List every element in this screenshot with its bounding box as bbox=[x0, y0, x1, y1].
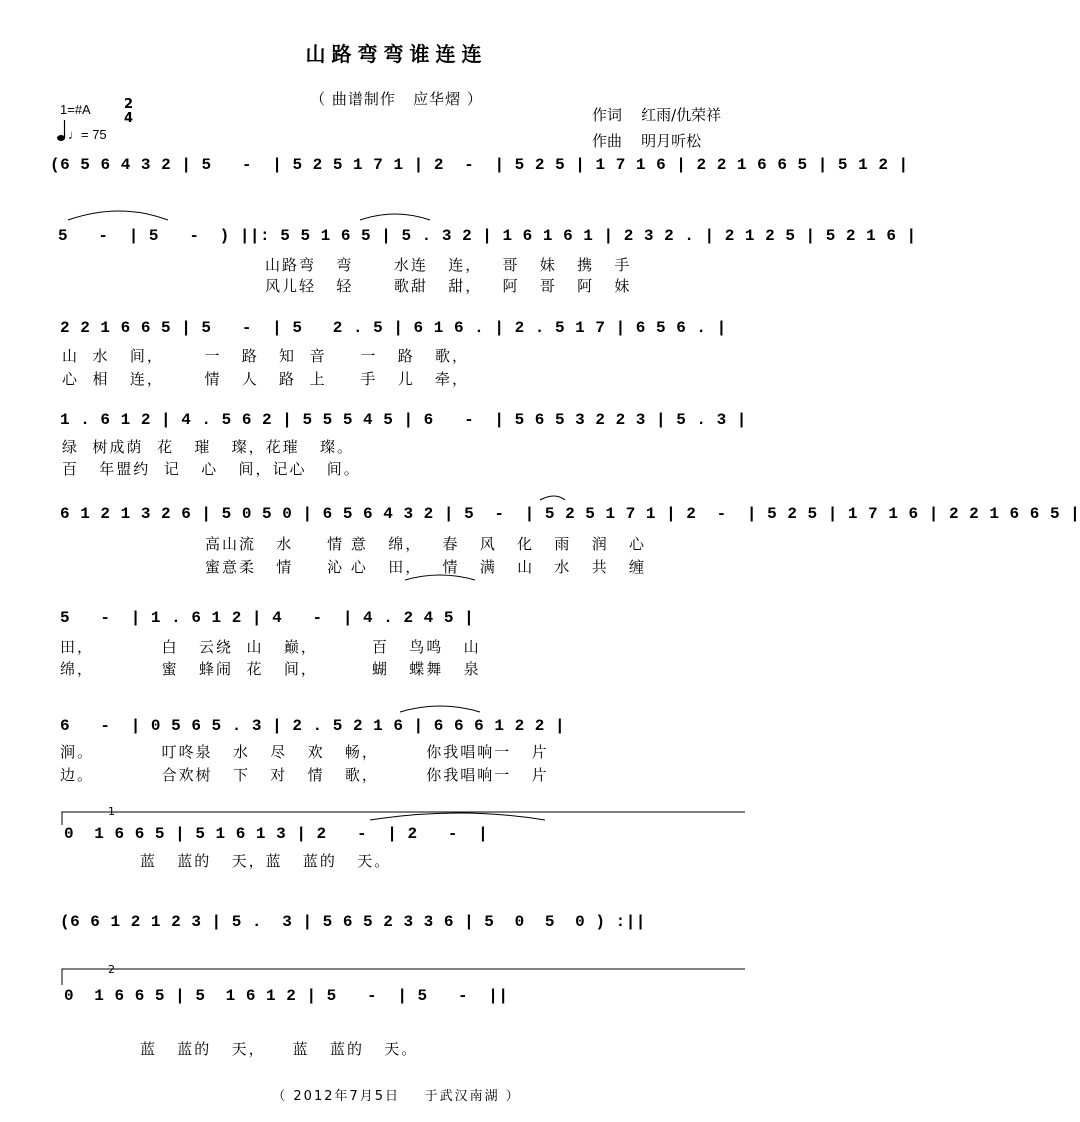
lyric-line-5b: 蜜意柔 情 沁 心 田， 情 满 山 水 共 缠 bbox=[205, 558, 647, 576]
volta-brackets bbox=[62, 812, 745, 985]
lyric-line-3b: 心 相 连， 情 人 路 上 手 儿 牵， bbox=[62, 370, 470, 388]
lyric-line-7a: 涧。 叮咚泉 水 尽 欢 畅， 你我唱响一 片 bbox=[60, 743, 549, 761]
score-credit: （ 曲谱制作 应华熠 ） bbox=[310, 90, 483, 108]
lyric-line-2a: 山路弯 弯 水连 连， 哥 妹 携 手 bbox=[265, 256, 632, 274]
notation-line-4: 1 . 6 1 2 | 4 . 5 6 2 | 5 5 5 4 5 | 6 - | 5 6 5 3 2 2 3 | 5 . 3 | bbox=[60, 411, 747, 429]
volta-1-number: 1 bbox=[108, 805, 115, 818]
notation-line-2: 5 - | 5 - ) ||: 5 5 1 6 5 | 5 . 3 2 | 1 6 1 6 1 | 2 3 2 . | 2 1 2 5 | 5 2 1 6 | bbox=[58, 227, 917, 245]
lyric-line-10: 蓝 蓝的 天， 蓝 蓝的 天。 bbox=[140, 1040, 419, 1058]
notation-line-5: 6 1 2 1 3 2 6 | 5 0 5 0 | 6 5 6 4 3 2 | 5 - | 5 2 5 1 7 1 | 2 - | 5 2 5 | 1 7 1 6 | 2 2 1 6 6 5 | bbox=[60, 505, 1080, 523]
tempo-marking: ♩= 75 bbox=[68, 127, 107, 142]
lyric-line-7b: 边。 合欢树 下 对 情 歌， 你我唱响一 片 bbox=[60, 766, 549, 784]
quarter-note-icon bbox=[57, 120, 65, 141]
lyric-line-6b: 绵， 蜜 蜂闹 花 间， 蝴 蝶舞 泉 bbox=[60, 660, 481, 678]
slur-marks bbox=[68, 211, 565, 820]
notation-line-3: 2 2 1 6 6 5 | 5 - | 5 2 . 5 | 6 1 6 . | 2 . 5 1 7 | 6 5 6 . | bbox=[60, 319, 727, 337]
notation-line-1: (6 5 6 4 3 2 | 5 - | 5 2 5 1 7 1 | 2 - | 5 2 5 | 1 7 1 6 | 2 2 1 6 6 5 | 5 1 2 | bbox=[50, 156, 909, 174]
lyric-line-4a: 绿 树成荫 花 璀 璨，花璀 璨。 bbox=[62, 438, 354, 456]
notation-line-8: 0 1 6 6 5 | 5 1 6 1 3 | 2 - | 2 - | bbox=[64, 825, 489, 843]
notation-line-9: (6 6 1 2 1 2 3 | 5 . 3 | 5 6 5 2 3 3 6 | 5 0 5 0 ) :|| bbox=[60, 913, 646, 931]
notation-line-10: 0 1 6 6 5 | 5 1 6 1 2 | 5 - | 5 - || bbox=[64, 987, 509, 1005]
lyricist-credit: 作词 红雨/仇荣祥 bbox=[592, 106, 722, 124]
lyric-line-5a: 高山流 水 情 意 绵， 春 风 化 雨 润 心 bbox=[205, 535, 647, 553]
lyric-line-3a: 山 水 间， 一 路 知 音 一 路 歌， bbox=[62, 347, 470, 365]
lyric-line-6a: 田， 白 云绕 山 巅， 百 鸟鸣 山 bbox=[60, 638, 481, 656]
volta-2-number: 2 bbox=[108, 963, 115, 976]
lyric-line-8: 蓝 蓝的 天，蓝 蓝的 天。 bbox=[140, 852, 392, 870]
lyric-line-4b: 百 年盟约 记 心 间，记心 间。 bbox=[62, 460, 361, 478]
lyric-line-2b: 风儿轻 轻 歌甜 甜， 阿 哥 阿 妹 bbox=[265, 277, 632, 295]
notation-line-7: 6 - | 0 5 6 5 . 3 | 2 . 5 2 1 6 | 6 6 6 1 2 2 | bbox=[60, 717, 566, 735]
composition-date: （ 2012年7月5日 于武汉南湖 ） bbox=[272, 1089, 521, 1104]
key-signature: 1=#A bbox=[60, 102, 91, 117]
page-title: 山路弯弯谁连连 bbox=[305, 42, 488, 66]
composer-credit: 作曲 明月听松 bbox=[592, 132, 702, 150]
notation-line-6: 5 - | 1 . 6 1 2 | 4 - | 4 . 2 4 5 | bbox=[60, 609, 475, 627]
time-signature: 2 4 bbox=[124, 97, 134, 126]
